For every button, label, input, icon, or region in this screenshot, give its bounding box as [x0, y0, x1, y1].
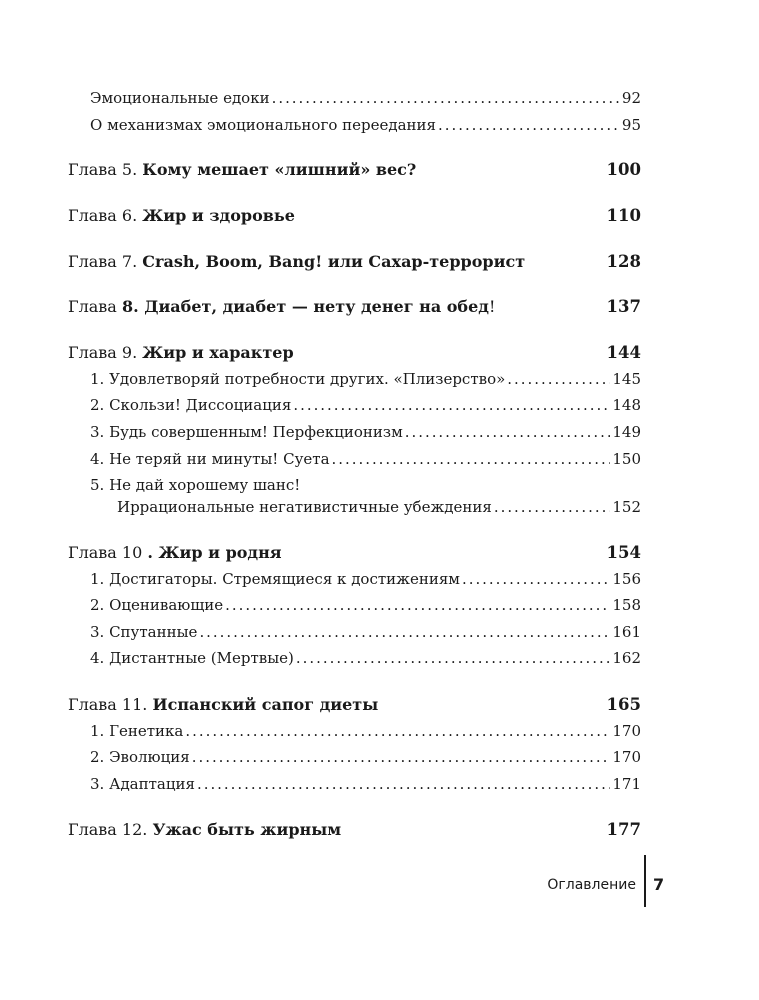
chapter-heading [68, 252, 641, 271]
chapter-title: Ужас быть жирным [152, 820, 342, 839]
toc-entry-title: 1. Удовлетворяй потребности других. «Плизерство» [90, 370, 506, 388]
leader-dots [296, 649, 610, 667]
toc-entry-title: 4. Дистантные (Мертвые) [90, 649, 294, 667]
toc-entry-title: О механизмах эмоционального переедания [90, 116, 436, 134]
chapter-heading [68, 206, 641, 225]
toc-entry [90, 89, 641, 107]
toc-entry-page: 149 [612, 423, 641, 441]
toc-entry-title: 3. Адаптация [90, 775, 195, 793]
chapter-prefix: Глава 6. [68, 206, 143, 225]
toc-entry-page: 150 [612, 450, 641, 468]
leader-dots [185, 722, 610, 740]
toc-entry [90, 623, 641, 641]
toc-entry [117, 498, 641, 516]
chapter-prefix: Глава 9. [68, 343, 143, 362]
toc-entry-title: 2. Оценивающие [90, 596, 224, 614]
footer-divider [644, 855, 646, 907]
toc-entry [90, 396, 641, 414]
toc-entry [90, 450, 641, 468]
chapter-heading [68, 160, 641, 179]
toc-entry-title: 2. Эволюция [90, 748, 190, 766]
chapter-title: . Жир и родня [147, 543, 282, 562]
leader-dots [293, 396, 610, 414]
chapter-heading [68, 820, 641, 839]
chapter-prefix: Глава 5. [68, 160, 143, 179]
page-number: 7 [653, 875, 665, 894]
chapter-page: 144 [606, 343, 641, 362]
toc-entry-page: 92 [621, 89, 641, 107]
chapter-prefix: Глава 10 [68, 543, 148, 562]
toc-entry-title-line1: 5. Не дай хорошему шанс! [90, 476, 301, 494]
leader-dots [225, 596, 610, 614]
toc-entry-title: Эмоциональные едоки [90, 89, 270, 107]
chapter-page: 154 [606, 543, 641, 562]
toc-entry-page: 158 [612, 596, 641, 614]
leader-dots [438, 116, 620, 134]
toc-entry [90, 722, 641, 740]
page-footer [0, 855, 759, 907]
toc-entry-page: 148 [612, 396, 641, 414]
toc-entry-page: 145 [612, 370, 641, 388]
leader-dots [332, 450, 611, 468]
chapter-prefix: Глава [68, 297, 122, 316]
toc-entry [90, 116, 641, 134]
toc-entry [90, 570, 641, 588]
chapter-heading [68, 343, 641, 362]
toc-entry-page: 156 [612, 570, 641, 588]
chapter-title: Испанский сапог диеты [152, 695, 379, 714]
toc-entry-title: 1. Достигаторы. Стремящиеся к достижениям [90, 570, 460, 588]
chapter-title: Жир и характер [142, 343, 294, 362]
toc-entry-title: 3. Спутанные [90, 623, 198, 641]
chapter-prefix: Глава 7. [68, 252, 143, 271]
chapter-title: Crash, Boom, Bang! или Сахар-террорист [142, 252, 526, 271]
toc-entry-title: 4. Не теряй ни минуты! Суета [90, 450, 330, 468]
leader-dots [192, 748, 611, 766]
toc-entry [90, 423, 641, 441]
toc-entry [90, 748, 641, 766]
leader-dots [494, 498, 611, 516]
chapter-page: 100 [606, 160, 641, 179]
toc-entry [90, 775, 641, 793]
chapter-page: 110 [606, 206, 641, 225]
toc-entry-page: 162 [612, 649, 641, 667]
chapter-title: Кому мешает «лишний» вес? [142, 160, 417, 179]
leader-dots [507, 370, 610, 388]
toc-entry-title: 3. Будь совершенным! Перфекционизм [90, 423, 403, 441]
toc-entry-page: 170 [612, 748, 641, 766]
toc-entry-page: 170 [612, 722, 641, 740]
chapter-title: 8. Диабет, диабет — нету денег на обед [121, 297, 489, 316]
chapter-page: 177 [606, 820, 641, 839]
toc-entry-page: 161 [612, 623, 641, 641]
chapter-page: 165 [606, 695, 641, 714]
chapter-heading [68, 695, 641, 714]
chapter-title: Жир и здоровье [142, 206, 295, 225]
leader-dots [405, 423, 611, 441]
leader-dots [197, 775, 610, 793]
leader-dots [199, 623, 610, 641]
toc-entry-title: Иррациональные негативистичные убеждения [117, 498, 492, 516]
toc-entry-page: 171 [612, 775, 641, 793]
chapter-page: 128 [606, 252, 641, 271]
leader-dots [272, 89, 620, 107]
toc-entry [90, 596, 641, 614]
toc-entry-page: 95 [621, 116, 641, 134]
toc-entry [90, 370, 641, 388]
chapter-heading [68, 297, 641, 316]
chapter-prefix: Глава 12. [68, 820, 153, 839]
chapter-page: 137 [606, 297, 641, 316]
toc-entry [90, 649, 641, 667]
chapter-heading [68, 543, 641, 562]
running-footer-label: Оглавление [547, 877, 636, 893]
toc-entry-title: 1. Генетика [90, 722, 184, 740]
toc-entry-title: 2. Скользи! Диссоциация [90, 396, 292, 414]
toc-entry-page: 152 [612, 498, 641, 516]
chapter-suffix: ! [488, 297, 496, 316]
leader-dots [462, 570, 610, 588]
chapter-prefix: Глава 11. [68, 695, 153, 714]
